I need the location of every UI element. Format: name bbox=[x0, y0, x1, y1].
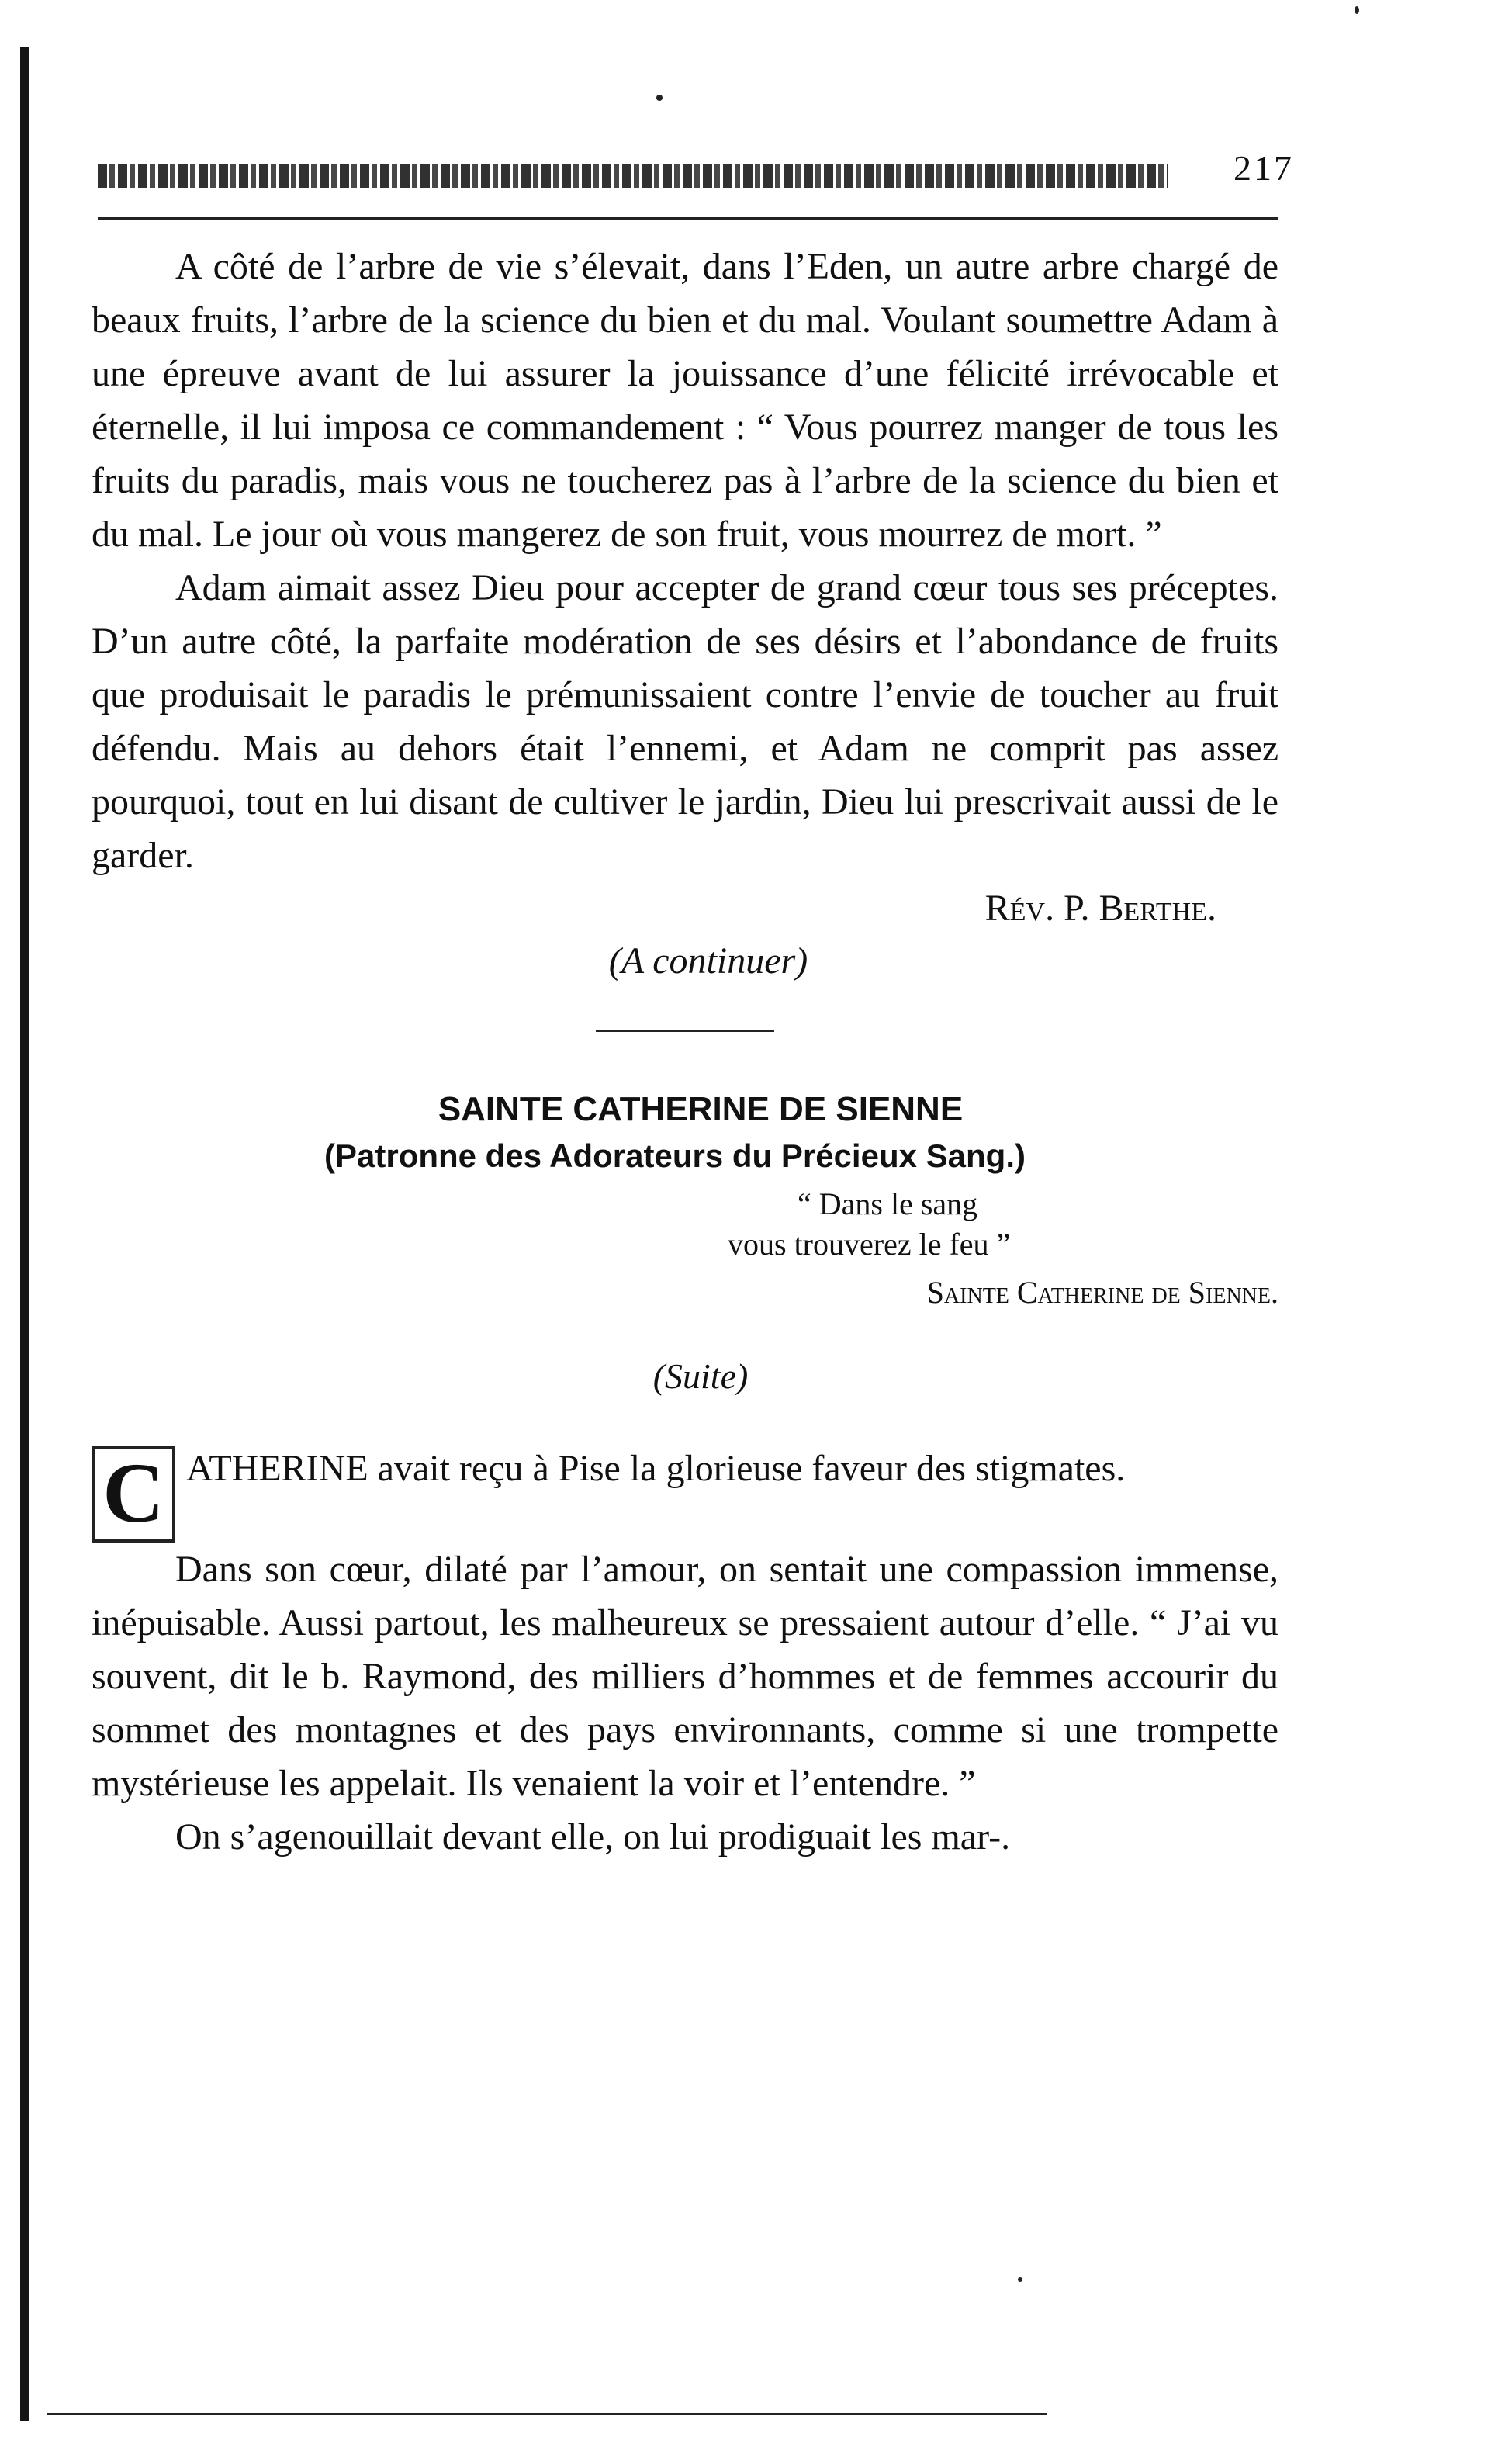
epigraph-line: vous trouverez le feu ” bbox=[728, 1227, 1011, 1262]
article-subtitle: (Patronne des Adorateurs du Précieux Sang.) bbox=[324, 1137, 1026, 1174]
to-be-continued: (A continuer) bbox=[608, 940, 808, 982]
article-title: SAINTE CATHERINE DE SIENNE bbox=[438, 1090, 964, 1128]
epigraph bbox=[728, 1184, 1278, 1265]
first-paragraph-text: ATHERINE avait reçu à Pise la glorieuse faveur des stigmates. bbox=[186, 1448, 1126, 1489]
suite-label: (Suite) bbox=[652, 1356, 749, 1396]
ink-speck bbox=[1355, 6, 1359, 14]
book-page bbox=[92, 147, 1294, 1864]
section-divider bbox=[596, 1030, 774, 1032]
signature-text: Rév. P. Berthe. bbox=[984, 888, 1216, 929]
epigraph-line: “ Dans le sang bbox=[798, 1186, 978, 1221]
drop-cap: C bbox=[92, 1446, 175, 1543]
paragraph: Dans son cœur, dilaté par l’amour, on sentait une compassion immense, inépuisable. Aussi partout, les malheureux se pressaient autour d’elle. “ J’ai vu souvent, dit le b. Raymond, des milliers d’hommes et de femmes accourir du sommet des montagnes et des pays environnants, comme si une trompette mystérieuse les appelait. Ils venaient la voir et l’entendre. ” bbox=[92, 1549, 1278, 1804]
ink-speck bbox=[1018, 2277, 1022, 2282]
header-rule bbox=[98, 217, 1278, 220]
paragraph: Adam aimait assez Dieu pour accepter de grand cœur tous ses préceptes. D’un autre côté, la parfaite modération de ses désirs et l’abondance de fruits que produisait le paradis le prémunissaient contre l’envie de toucher au fruit défendu. Mais au dehors était l’ennemi, et Adam ne comprit pas assez pourquoi, tout en lui disant de cultiver le jardin, Dieu lui prescrivait aussi de le garder. bbox=[92, 567, 1278, 876]
author-signature bbox=[92, 882, 1278, 935]
paragraph: On s’agenouillait devant elle, on lui prodiguait les mar-. bbox=[175, 1816, 1011, 1858]
epigraph-attribution: Sainte Catherine de Sienne. bbox=[926, 1275, 1278, 1310]
first-paragraph bbox=[92, 1442, 1278, 1543]
binding-edge bbox=[20, 47, 29, 2421]
page-number: 217 bbox=[1233, 148, 1294, 188]
page-bottom-edge bbox=[47, 2413, 1047, 2415]
page-header bbox=[92, 147, 1294, 203]
ink-speck bbox=[656, 95, 663, 101]
paragraph: A côté de l’arbre de vie s’élevait, dans l’Eden, un autre arbre chargé de beaux fruits, l’arbre de la science du bien et du mal. Voulant soumettre Adam à une épreuve avant de lui assurer la jouissance d’une félicité irrévocable et éternelle, il lui imposa ce commandement : “ Vous pourrez manger de tous les fruits du paradis, mais vous ne toucherez pas à l’arbre de la science du bien et du mal. Le jour où vous mangerez de son fruit, vous mourrez de mort. ” bbox=[92, 246, 1278, 555]
running-head-ornament bbox=[98, 164, 1168, 188]
